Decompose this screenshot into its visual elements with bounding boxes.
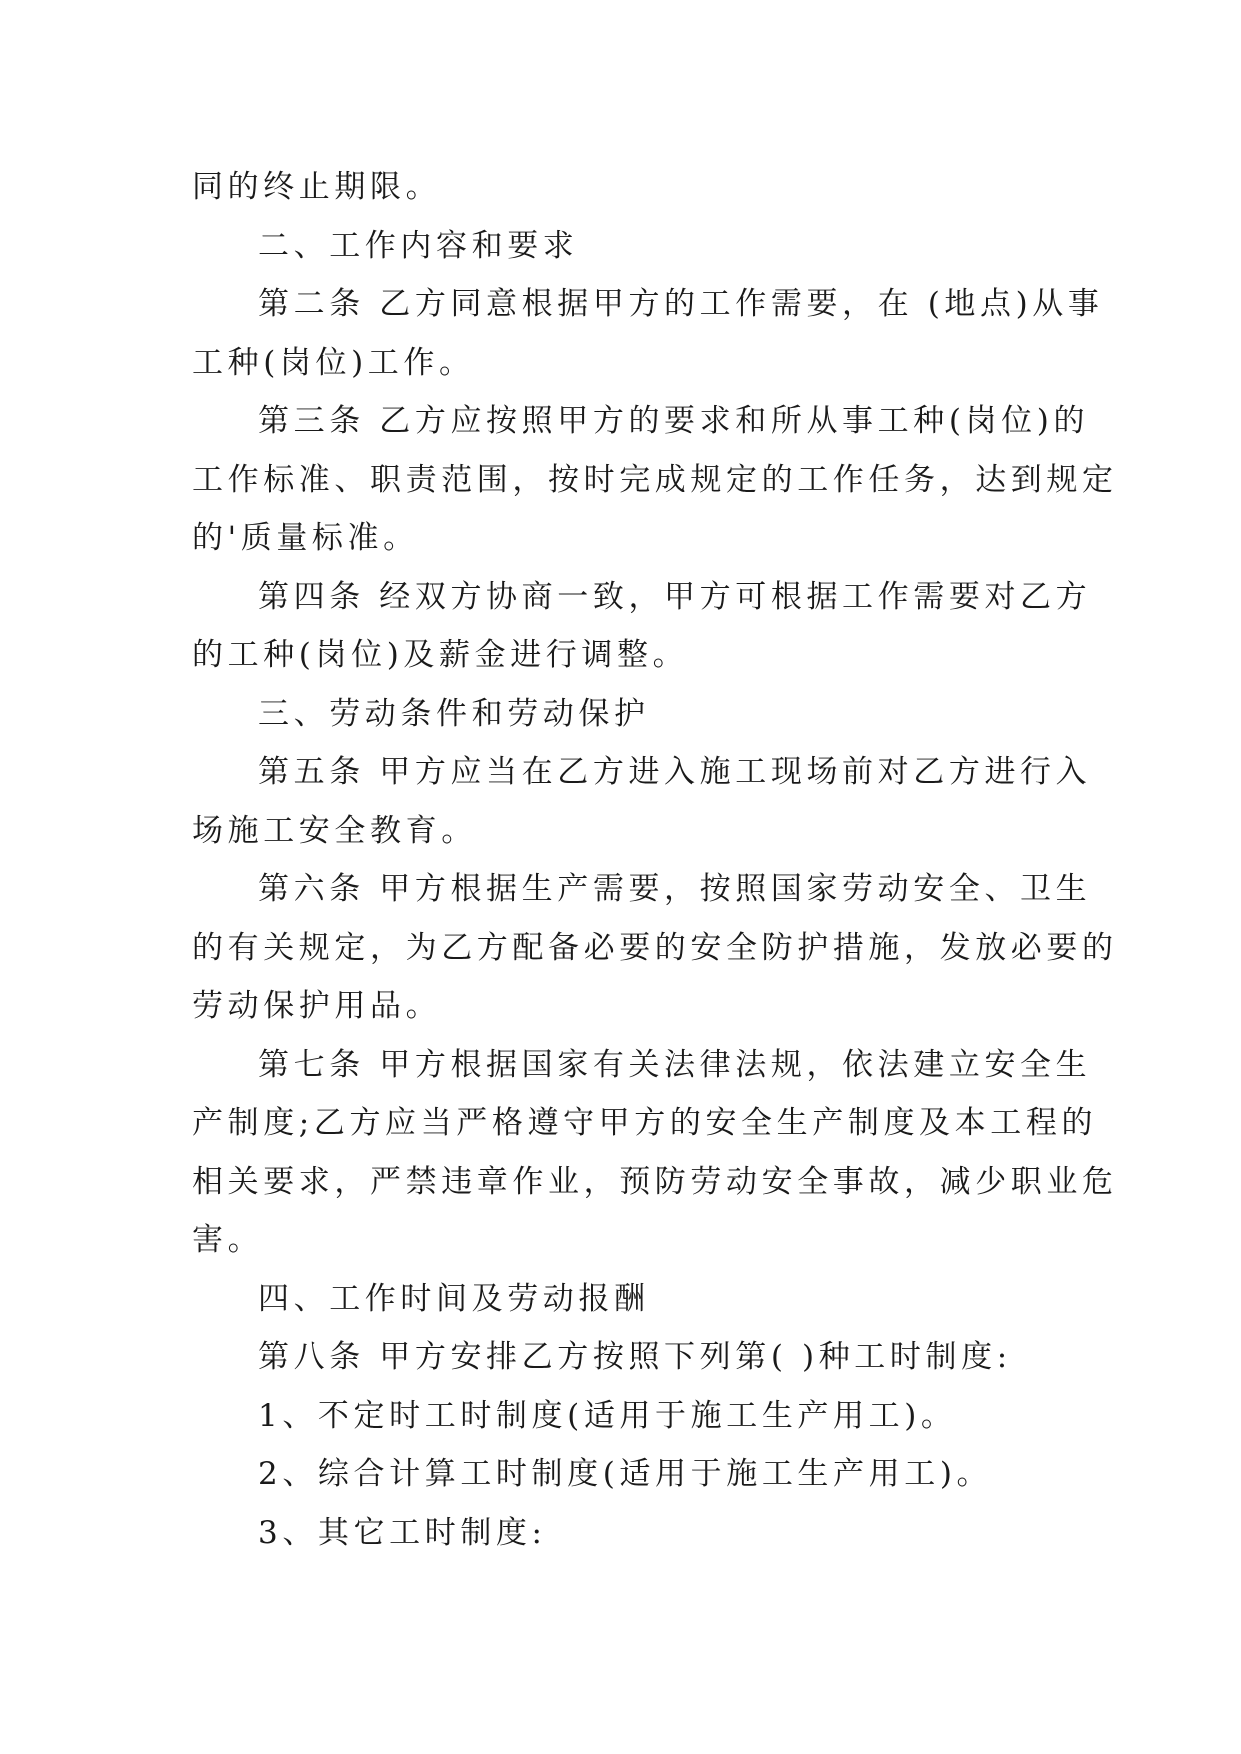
document-body <box>192 158 1118 1562</box>
paragraph-line: 的'质量标准。 <box>192 520 419 556</box>
section-heading: 四、工作时间及劳动报酬 <box>258 1280 650 1317</box>
list-item: 1、不定时工时制度(适用于施工生产用工)。 <box>258 1397 957 1434</box>
paragraph-line: 工种(岗位)工作。 <box>192 344 475 381</box>
section-heading: 二、工作内容和要求 <box>258 227 579 264</box>
paragraph-line: 劳动保护用品。 <box>192 988 442 1024</box>
paragraph-line: 第七条 甲方根据国家有关法律法规，依法建立安全生 <box>258 1046 1092 1083</box>
paragraph-line: 的有关规定，为乙方配备必要的安全防护措施，发放必要的 <box>192 929 1118 966</box>
paragraph-line: 害。 <box>192 1222 264 1258</box>
section-heading: 三、劳动条件和劳动保护 <box>258 695 650 732</box>
list-item: 3、其它工时制度: <box>258 1514 547 1551</box>
paragraph-line: 第八条 甲方安排乙方按照下列第( )种工时制度: <box>258 1339 1012 1375</box>
paragraph-line: 工作标准、职责范围，按时完成规定的工作任务，达到规定 <box>192 461 1118 498</box>
paragraph-line: 第二条 乙方同意根据甲方的工作需要，在 (地点)从事 <box>258 286 1104 322</box>
paragraph-line: 第三条 乙方应按照甲方的要求和所从事工种(岗位)的 <box>258 403 1090 439</box>
paragraph-line: 同的终止期限。 <box>192 169 442 205</box>
paragraph-line: 第五条 甲方应当在乙方进入施工现场前对乙方进行入 <box>258 754 1092 790</box>
list-item: 2、综合计算工时制度(适用于施工生产用工)。 <box>258 1456 993 1492</box>
paragraph-line: 第四条 经双方协商一致，甲方可根据工作需要对乙方 <box>258 578 1092 615</box>
paragraph-line: 产制度;乙方应当严格遵守甲方的安全生产制度及本工程的 <box>192 1105 1098 1141</box>
paragraph-line: 场施工安全教育。 <box>192 812 477 849</box>
paragraph-line: 相关要求，严禁违章作业，预防劳动安全事故，减少职业危 <box>192 1163 1118 1200</box>
paragraph-line: 的工种(岗位)及薪金进行调整。 <box>192 637 689 673</box>
paragraph-line: 第六条 甲方根据生产需要，按照国家劳动安全、卫生 <box>258 871 1092 907</box>
